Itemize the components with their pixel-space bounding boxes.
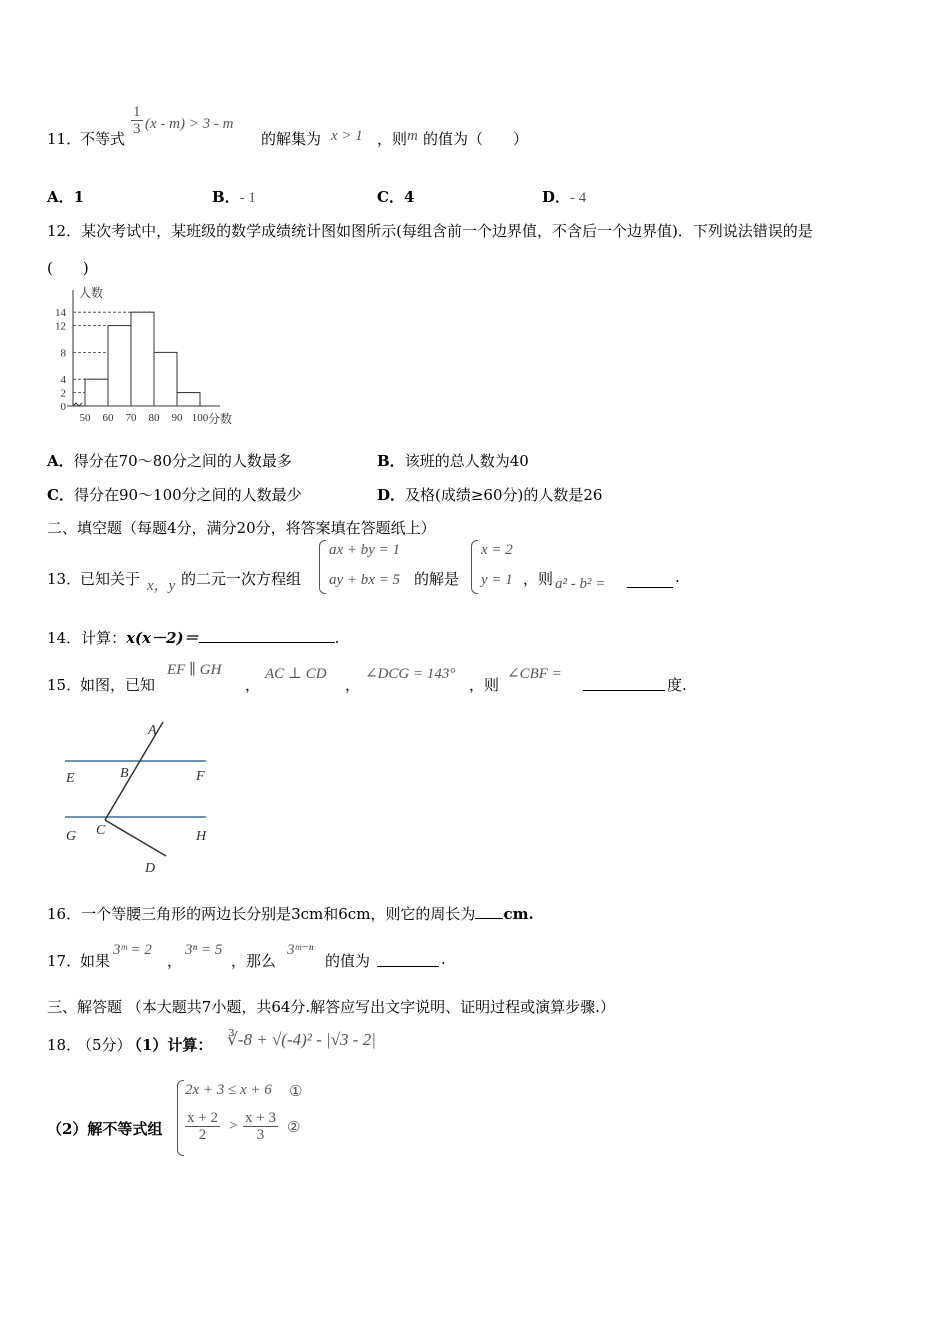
label-h: H	[196, 829, 207, 844]
q15-comma-2: ，	[345, 676, 361, 694]
x-tick-label-90: 90	[171, 412, 183, 424]
q14-expr: x(x－2)＝	[126, 629, 199, 647]
q11-option-c[interactable]	[377, 186, 414, 207]
option-label: A．	[47, 188, 74, 206]
q11-number: 11．	[47, 130, 82, 148]
x-axis-label: 分数	[208, 412, 233, 426]
q18-ineq2-right	[243, 1110, 278, 1143]
q16-unit: cm.	[503, 905, 534, 923]
option-text: 得分在90～100分之间的人数最少	[73, 486, 302, 504]
y-tick-label-8: 8	[60, 347, 66, 360]
q12-option-a[interactable]	[47, 450, 292, 471]
label-c: C	[96, 823, 106, 838]
frac-den: 3	[256, 1127, 265, 1143]
label-b: B	[120, 766, 129, 781]
option-value: 4	[403, 188, 415, 206]
q18-number: 18．	[47, 1036, 82, 1054]
option-label: D．	[377, 486, 406, 504]
q15-ask: ∠CBF =	[507, 666, 562, 682]
section-2-heading: 二、填空题（每题4分，满分20分，将答案填在答题纸上）	[47, 519, 436, 537]
q17-comma: ，	[167, 952, 183, 970]
x-tick-label-70: 70	[125, 412, 137, 424]
option-label: A．	[47, 452, 74, 470]
option-text: 该班的总人数为40	[404, 452, 529, 470]
q15-cond-perp: AC ⊥ CD	[265, 666, 327, 682]
q13-prefix: 已知关于	[80, 570, 141, 588]
y-tick-label-12: 12	[55, 320, 66, 333]
x-tick-label-50: 50	[79, 412, 91, 424]
q18-part2-label: （2）解不等式组	[47, 1120, 163, 1138]
q15-comma-1: ，	[245, 676, 261, 694]
q14-stem	[47, 627, 339, 648]
q17-cond-2: 3ⁿ = 5	[185, 942, 223, 958]
q18-ineq2-left	[185, 1110, 220, 1143]
option-label: D．	[542, 188, 571, 206]
bar-70-80	[131, 312, 154, 406]
q11-frac-num: 1	[133, 104, 141, 120]
q16-answer-blank[interactable]	[475, 906, 503, 919]
q17-prefix: 如果	[80, 952, 111, 970]
q12-stem: 12．某次考试中，某班级的数学成绩统计图如图所示(每组含前一个边界值，不含后一个边界值)．下列说法错误的是	[47, 222, 813, 240]
q18-part1-label: （1）计算：	[127, 1036, 213, 1054]
q15-number: 15．	[47, 676, 82, 694]
label-e: E	[66, 771, 75, 786]
q13-end: .	[675, 568, 680, 586]
x-tick-label-80: 80	[148, 412, 160, 424]
option-value: - 4	[570, 190, 587, 206]
y-tick-label-4: 4	[60, 374, 66, 387]
bar-60-70	[108, 326, 131, 406]
q17-expr: 3ᵐ⁻ⁿ	[287, 942, 314, 958]
q14-end: .	[334, 629, 340, 647]
q13-sol1: x = 2	[481, 542, 513, 558]
q11-mid: 的解集为	[261, 130, 322, 148]
q11-cond: x > 1	[331, 128, 363, 144]
y-axis-label: 人数	[79, 286, 104, 300]
y-tick-label-2: 2	[60, 387, 66, 400]
q12-option-d[interactable]	[377, 484, 602, 505]
option-value: 1	[73, 188, 85, 206]
option-label: B．	[212, 188, 240, 206]
frac-den: 2	[198, 1127, 207, 1143]
q13-mid: 的二元一次方程组	[181, 570, 302, 588]
option-text: 及格(成绩≥60分)的人数是26	[405, 486, 603, 504]
label-g: G	[66, 829, 77, 844]
bar-90-100	[177, 393, 200, 406]
q15-cond-parallel: EF ∥ GH	[167, 662, 222, 678]
label-f: F	[196, 769, 205, 784]
y-tick-label-0: 0	[60, 401, 66, 413]
option-label: C．	[47, 486, 74, 504]
q13-sol2: y = 1	[481, 572, 513, 588]
q17-mid: ，那么	[231, 952, 277, 970]
q13-eq2: ay + bx = 5	[329, 572, 401, 588]
q15-figure	[58, 716, 218, 880]
q11-prefix: 不等式	[80, 130, 126, 148]
frac-num: x + 2	[187, 1110, 218, 1126]
q17-number: 17．	[47, 952, 82, 970]
q18-ineq2-op: >	[229, 1118, 238, 1134]
q13-number: 13．	[47, 570, 82, 588]
q18-brace	[177, 1080, 184, 1156]
x-tick-label-60: 60	[102, 412, 114, 424]
frac-num: x + 3	[245, 1110, 276, 1126]
q18-circ2: ②	[287, 1120, 301, 1136]
q15-cond-angle: ∠DCG = 143°	[365, 666, 456, 682]
q15-unit: 度.	[667, 676, 687, 694]
segment-cd	[105, 820, 166, 856]
q18-ineq1: 2x + 3 ≤ x + 6	[185, 1082, 272, 1098]
q14-answer-blank[interactable]	[199, 630, 335, 643]
q13-brace-1	[319, 540, 326, 594]
q11-var: m	[407, 128, 418, 144]
q12-option-b[interactable]	[377, 450, 529, 471]
q11-fraction	[131, 104, 143, 137]
section-3-heading: 三、解答题 （本大题共7小题，共64分.解答应写出文字说明、证明过程或演算步骤.）	[47, 998, 615, 1016]
q13-answer-blank[interactable]	[627, 574, 673, 588]
option-value: - 1	[239, 190, 256, 206]
q13-vars: x，y	[147, 578, 176, 594]
label-a: A	[148, 723, 157, 738]
q15-answer-blank[interactable]	[583, 678, 665, 691]
q13-mid3: ，则	[523, 570, 554, 588]
bar-50-60	[85, 379, 108, 406]
q18-expr1: ∛-8 + √(-4)² - |√3 - 2|	[227, 1030, 376, 1049]
q13-eq1: ax + by = 1	[329, 542, 401, 558]
q18-circ1: ①	[289, 1084, 303, 1100]
q13-expr: a² - b² =	[555, 576, 606, 592]
q12-histogram	[47, 284, 262, 434]
q14-text: 计算：	[81, 629, 127, 647]
x-tick-label-100: 100	[191, 412, 209, 424]
q11-suffix: 的值为（ ）	[423, 130, 529, 148]
bar-80-90	[154, 352, 177, 406]
q11-option-b[interactable]	[212, 186, 256, 207]
option-text: 得分在70～80分之间的人数最多	[73, 452, 292, 470]
q11-option-d[interactable]	[542, 186, 586, 207]
q12-paren: ( )	[47, 259, 89, 277]
q15-prefix: 如图，已知	[80, 676, 156, 694]
q17-answer-blank[interactable]	[377, 954, 439, 967]
q14-number: 14．	[47, 629, 82, 647]
q11-option-a[interactable]	[47, 186, 84, 207]
y-tick-label-14: 14	[55, 307, 66, 320]
q12-option-c[interactable]	[47, 484, 302, 505]
q17-suffix: 的值为	[325, 952, 371, 970]
histogram-plot	[55, 285, 232, 426]
q16-text: 16．一个等腰三角形的两边长分别是3cm和6cm，则它的周长为	[47, 905, 476, 923]
q16-stem	[47, 903, 534, 924]
q13-mid2: 的解是	[414, 570, 460, 588]
option-label: B．	[377, 452, 405, 470]
q17-end: .	[441, 950, 446, 968]
q11-frac-den: 3	[133, 121, 141, 137]
option-label: C．	[377, 188, 404, 206]
q11-mid2: ，则	[377, 130, 408, 148]
q18-score: （5分）	[77, 1036, 132, 1054]
q15-mid: ，则	[469, 676, 500, 694]
q11-expr: (x - m) > 3 - m	[145, 116, 234, 132]
label-d: D	[145, 861, 156, 876]
q17-cond-1: 3ᵐ = 2	[113, 942, 152, 958]
q13-brace-2	[471, 540, 478, 594]
